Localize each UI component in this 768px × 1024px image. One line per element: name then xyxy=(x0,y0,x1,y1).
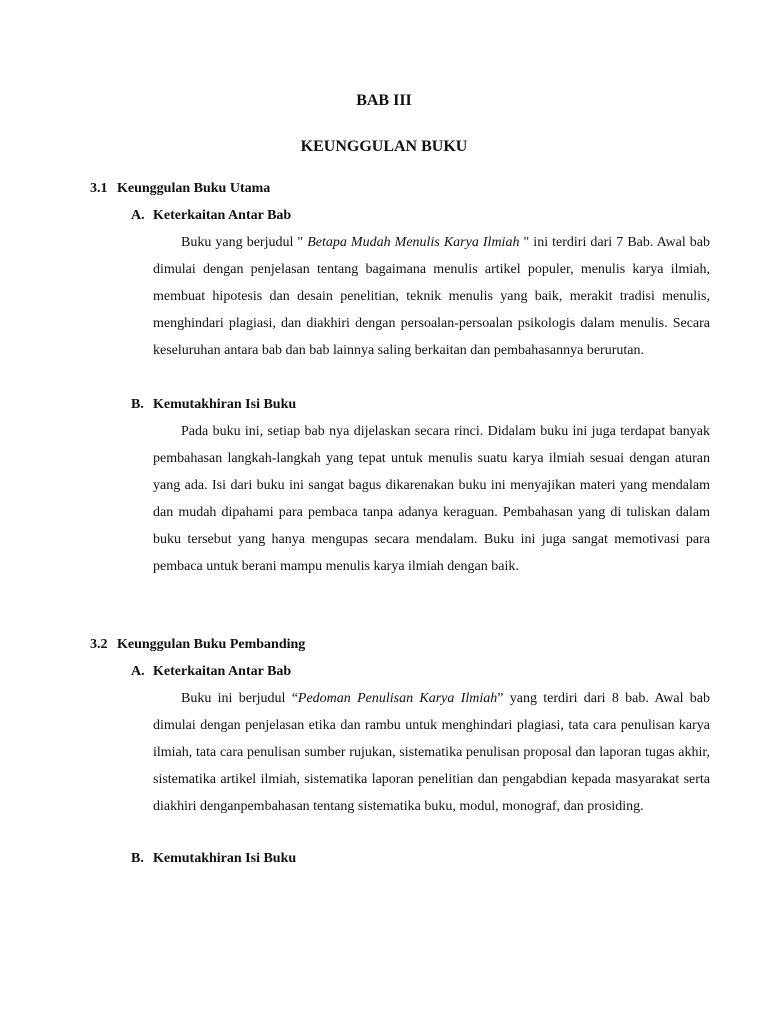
subsection-letter: A. xyxy=(131,664,145,679)
subsection-letter: B. xyxy=(131,397,144,412)
chapter-number: BAB III xyxy=(356,92,412,109)
subsection-letter: B. xyxy=(131,851,144,866)
section-title: Keunggulan Buku Pembanding xyxy=(117,637,306,652)
section-number: 3.2 xyxy=(90,637,108,652)
section-3-2-heading xyxy=(90,637,305,653)
paragraph-body: ” yang terdiri dari 8 bab. Awal bab dimulai dengan penjelasan etika dan rambu untuk menghindari plagiasi, tata cara penulisan karya ilmiah, tata cara penulisan sumber rujukan, sistematika penulisan proposal dan laporan tugas akhir, sistematika artikel ilmiah, sistematika laporan penelitian dan pengabdian kepada masyarakat serta diakhiri denganpembahasan tentang sistematika buku, modul, monograf, dan prosiding. xyxy=(153,691,710,814)
section-number: 3.1 xyxy=(90,181,108,196)
book-title: Pedoman Penulisan Karya Ilmiah xyxy=(297,691,498,706)
section-3-1-heading xyxy=(90,181,270,197)
paragraph xyxy=(153,685,710,820)
subsection-letter: A. xyxy=(131,208,145,223)
subsection-title: Keterkaitan Antar Bab xyxy=(153,664,292,679)
paragraph-body: " ini terdiri dari 7 Bab. Awal bab dimulai dengan penjelasan tentang bagaimana menulis artikel populer, menulis karya ilmiah, membuat hipotesis dan desain penelitian, teknik menulis yang baik, merakit tradisi menulis, menghindari plagiasi, dan diakhiri dengan persoalan-persoalan psikologis dalam menulis. Secara keseluruhan antara bab dan bab lainnya saling berkaitan dan pembahasannya berurutan. xyxy=(153,235,710,358)
subsection-heading xyxy=(131,397,296,413)
subsection-heading xyxy=(131,664,291,680)
section-title: Keunggulan Buku Utama xyxy=(117,181,271,196)
paragraph xyxy=(153,229,710,364)
subsection-heading xyxy=(131,851,296,867)
chapter-title: KEUNGGULAN BUKU xyxy=(300,138,468,155)
subsection-title: Kemutakhiran Isi Buku xyxy=(153,851,297,866)
paragraph: Pada buku ini, setiap bab nya dijelaskan secara rinci. Didalam buku ini juga terdapat banyak pembahasan langkah-langkah yang tepat untuk menulis suatu karya ilmiah sesuai dengan aturan yang ada. Isi dari buku ini sangat bagus dikarenakan buku ini menyajikan materi yang mendalam dan mudah dipahami para pembaca tanpa adanya keraguan. Pembahasan yang di tuliskan dalam buku tersebut yang hanya mengupas secara mendalam. Buku ini juga sangat memotivasi para pembaca untuk berani mampu menulis karya ilmiah dengan baik. xyxy=(153,424,710,574)
subsection-title: Kemutakhiran Isi Buku xyxy=(153,397,297,412)
subsection-title: Keterkaitan Antar Bab xyxy=(153,208,292,223)
book-title: Betapa Mudah Menulis Karya Ilmiah xyxy=(307,235,520,250)
paragraph-lead: Buku yang berjudul " xyxy=(181,235,308,250)
paragraph-lead: Buku ini berjudul “ xyxy=(181,691,298,706)
subsection-heading xyxy=(131,208,291,224)
